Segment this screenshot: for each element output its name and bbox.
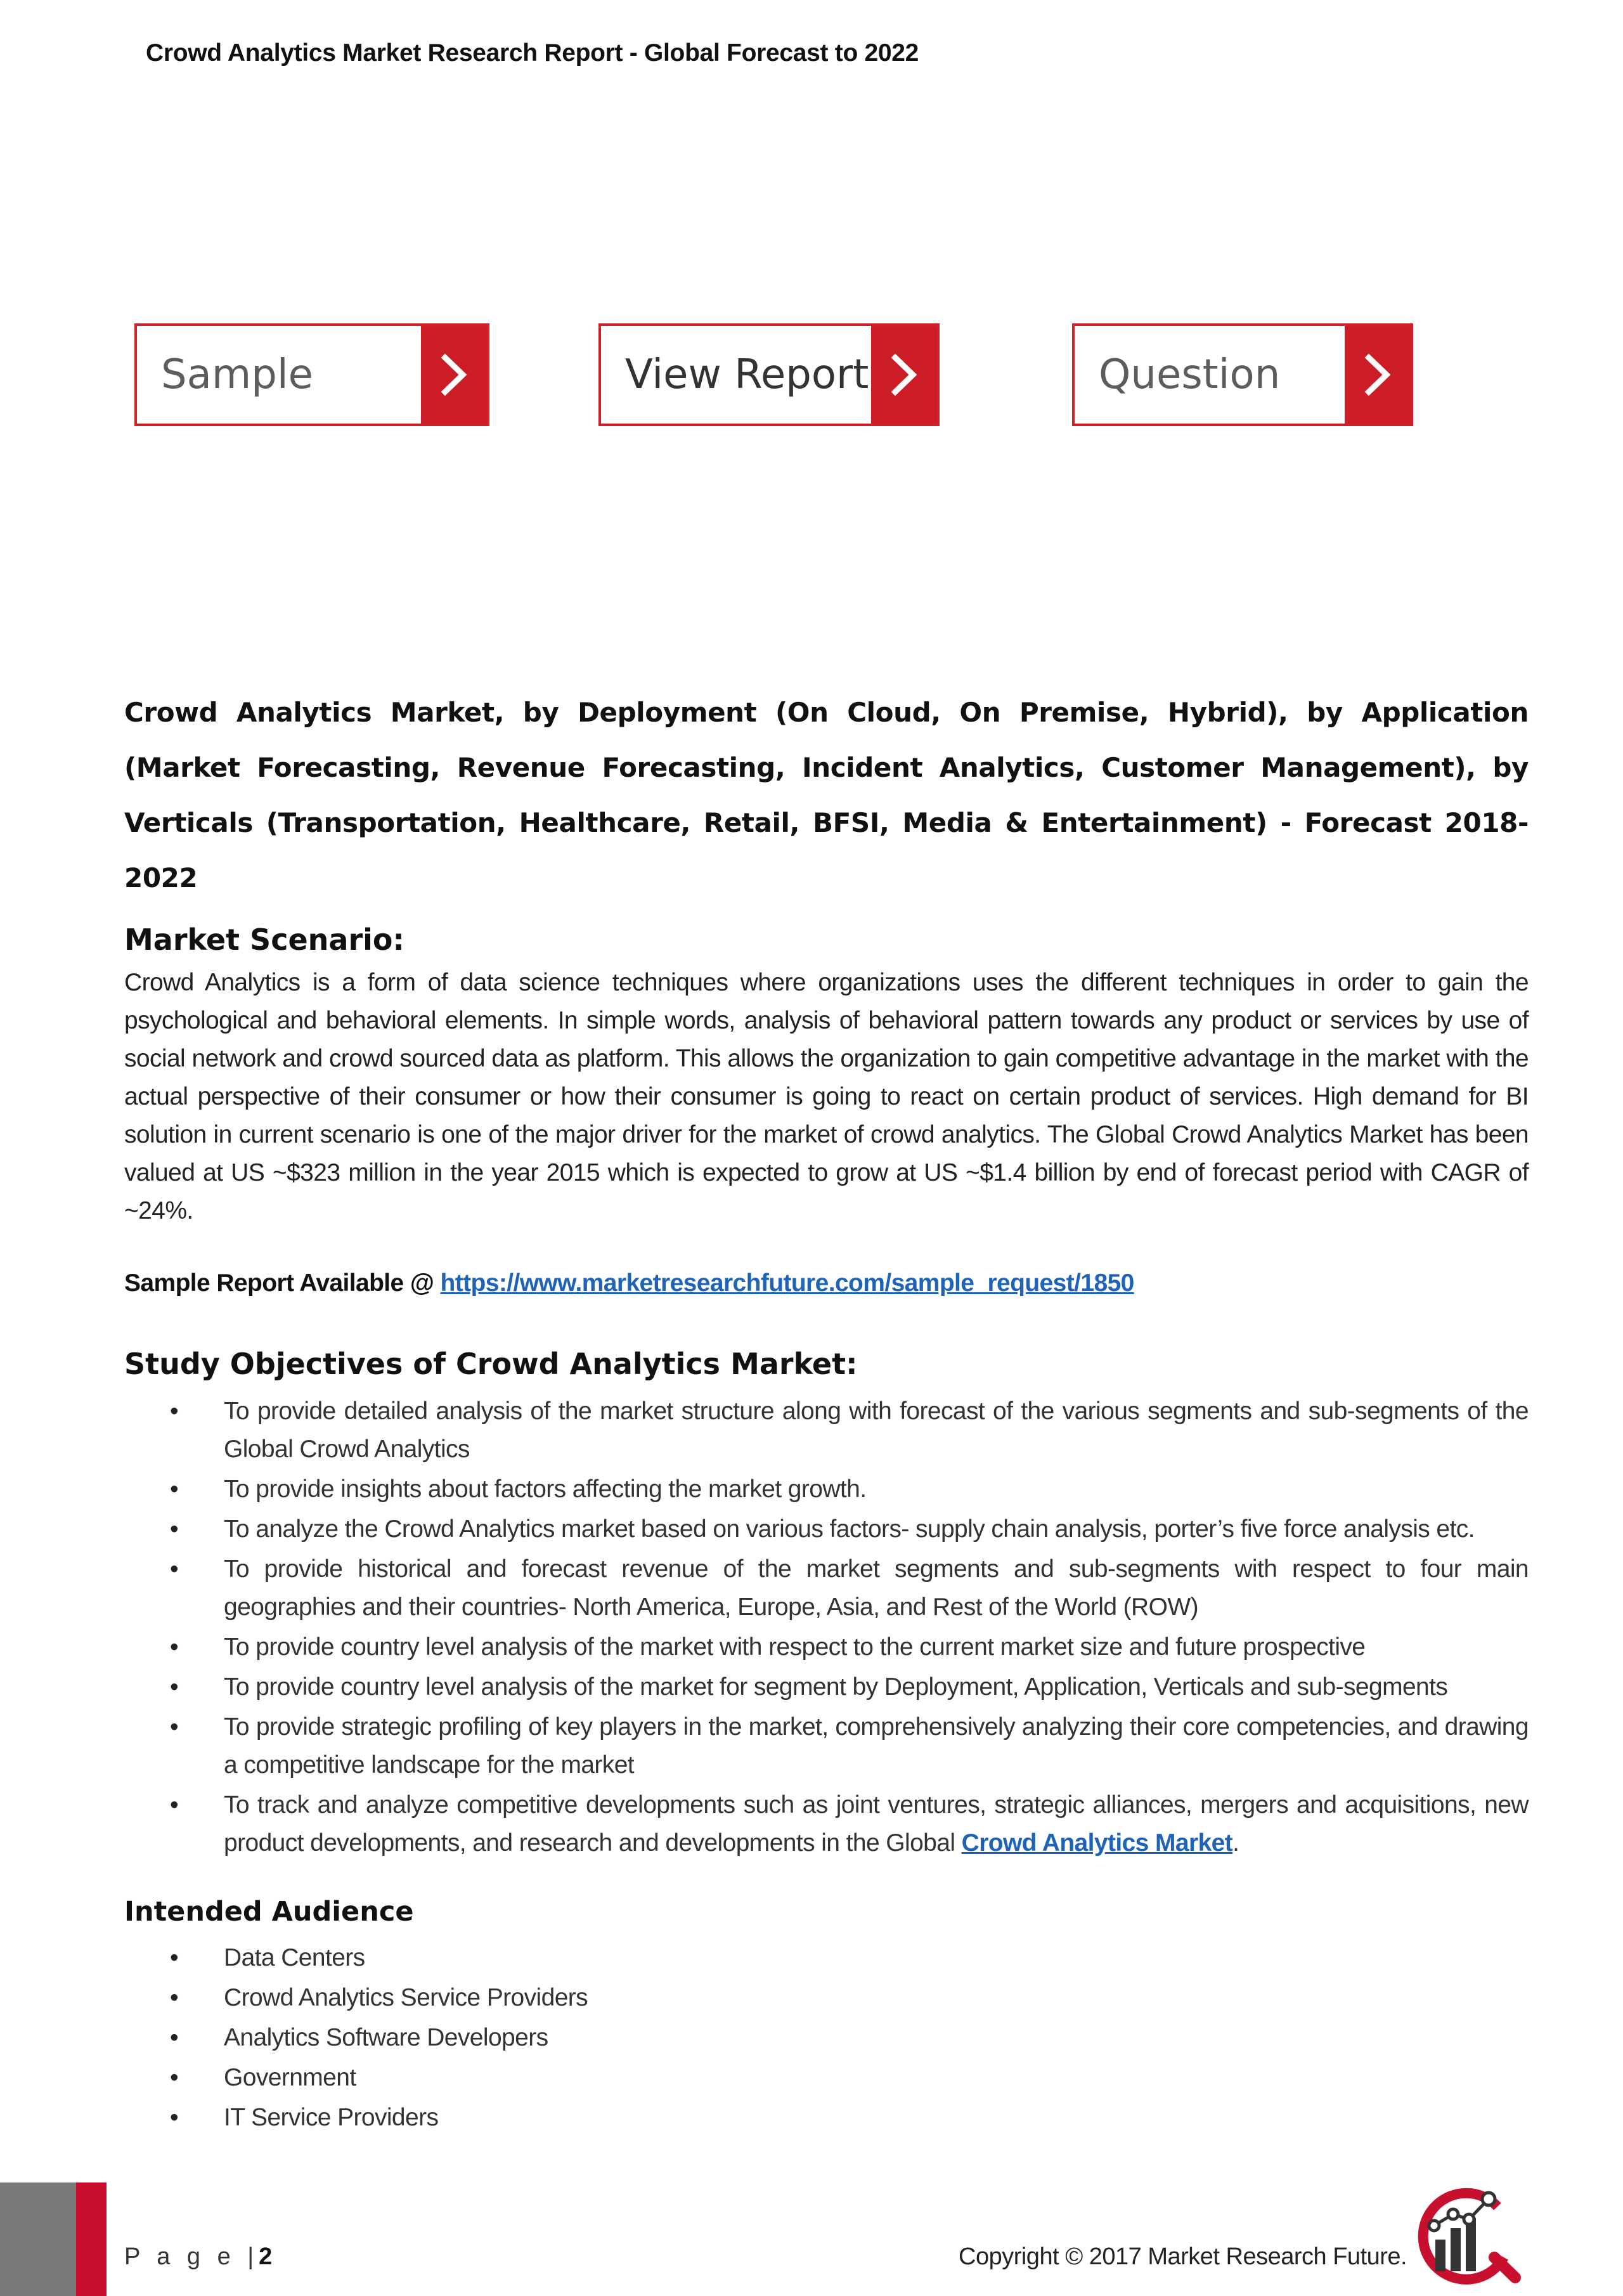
sample-button-label: Sample [161, 351, 313, 398]
intended-audience-heading: Intended Audience [124, 1896, 414, 1928]
list-item-text: To track and analyze competitive developments such as joint ventures, strategic alliances, mergers and acquisitions, new product developments, and research and developments in the Global [224, 1791, 1529, 1857]
page-number-label [124, 2243, 272, 2271]
list-item: • To provide country level analysis of the market for segment by Deployment, Application, Verticals and sub-segments [124, 1668, 1529, 1706]
intended-audience-list [124, 1939, 1529, 2139]
study-objectives-heading: Study Objectives of Crowd Analytics Market: [124, 1347, 858, 1381]
report-title: Crowd Analytics Market, by Deployment (On Cloud, On Premise, Hybrid), by Application (Market Forecasting, Revenue Forecasting, Incident Analytics, Customer Management), by Verticals (Transportation, Healthcare, Retail, BFSI, Media & Entertainment) - Forecast 2018-2022 [124, 697, 1529, 893]
list-item: • To provide detailed analysis of the market structure along with forecast of the various segments and sub-segments of the Global Crowd Analytics [124, 1392, 1529, 1469]
footer-gray-bar [0, 2182, 76, 2296]
page-number: 2 [259, 2243, 273, 2270]
chevron-right-icon [421, 326, 487, 424]
chevron-right-icon [1345, 326, 1411, 424]
list-item: • To analyze the Crowd Analytics market based on various factors- supply chain analysis, porter’s five force analysis etc. [124, 1510, 1529, 1548]
market-research-future-logo-icon [1402, 2181, 1529, 2289]
market-scenario-heading: Market Scenario: [124, 923, 404, 957]
question-button-label: Question [1099, 351, 1281, 398]
list-item: • Analytics Software Developers [124, 2019, 1529, 2057]
list-item: • To provide insights about factors affecting the market growth. [124, 1470, 1529, 1508]
list-item: • IT Service Providers [124, 2099, 1529, 2137]
view-report-button-label: View Report [625, 351, 869, 398]
list-item: • Government [124, 2059, 1529, 2097]
sample-report-label: Sample Report Available @ [124, 1269, 441, 1297]
view-report-button[interactable] [598, 323, 940, 426]
study-objectives-list [124, 1392, 1529, 1864]
list-item-end: . [1232, 1829, 1239, 1857]
document-header-title: Crowd Analytics Market Research Report - Global Forecast to 2022 [146, 39, 919, 67]
list-item: • To provide strategic profiling of key players in the market, comprehensively analyzing their core competencies, and drawing a competitive landscape for the market [124, 1708, 1529, 1784]
list-item: • To provide historical and forecast revenue of the market segments and sub-segments with respect to four main geographies and their countries- North America, Europe, Asia, and Rest of the World (ROW) [124, 1550, 1529, 1626]
copyright-text: Copyright © 2017 Market Research Future. [959, 2243, 1407, 2270]
sample-report-link[interactable]: https://www.marketresearchfuture.com/sample_request/1850 [440, 1269, 1134, 1297]
footer-red-bar [76, 2182, 107, 2296]
sample-button[interactable] [134, 323, 489, 426]
chevron-right-icon [871, 326, 937, 424]
list-item: • To provide country level analysis of the market with respect to the current market size and future prospective [124, 1628, 1529, 1666]
crowd-analytics-market-link[interactable]: Crowd Analytics Market [961, 1829, 1233, 1857]
question-button[interactable] [1072, 323, 1413, 426]
sample-report-line [124, 1269, 1134, 1297]
page-prefix: P a g e | [124, 2243, 259, 2270]
market-scenario-paragraph: Crowd Analytics is a form of data science techniques where organizations uses the different techniques in order to gain the psychological and behavioral elements. In simple words, analysis of behavioral pattern towards any product or services by use of social network and crowd sourced data as platform. This allows the organization to gain competitive advantage in the market with the actual perspective of their consumer or how their consumer is going to react on certain product of services. High demand for BI solution in current scenario is one of the major driver for the market of crowd analytics. The Global Crowd Analytics Market has been valued at US ~$323 million in the year 2015 which is expected to grow at US ~$1.4 billion by end of forecast period with CAGR of ~24%. [124, 969, 1529, 1224]
list-item [124, 1786, 1529, 1862]
list-item: • Crowd Analytics Service Providers [124, 1979, 1529, 2017]
list-item: • Data Centers [124, 1939, 1529, 1977]
